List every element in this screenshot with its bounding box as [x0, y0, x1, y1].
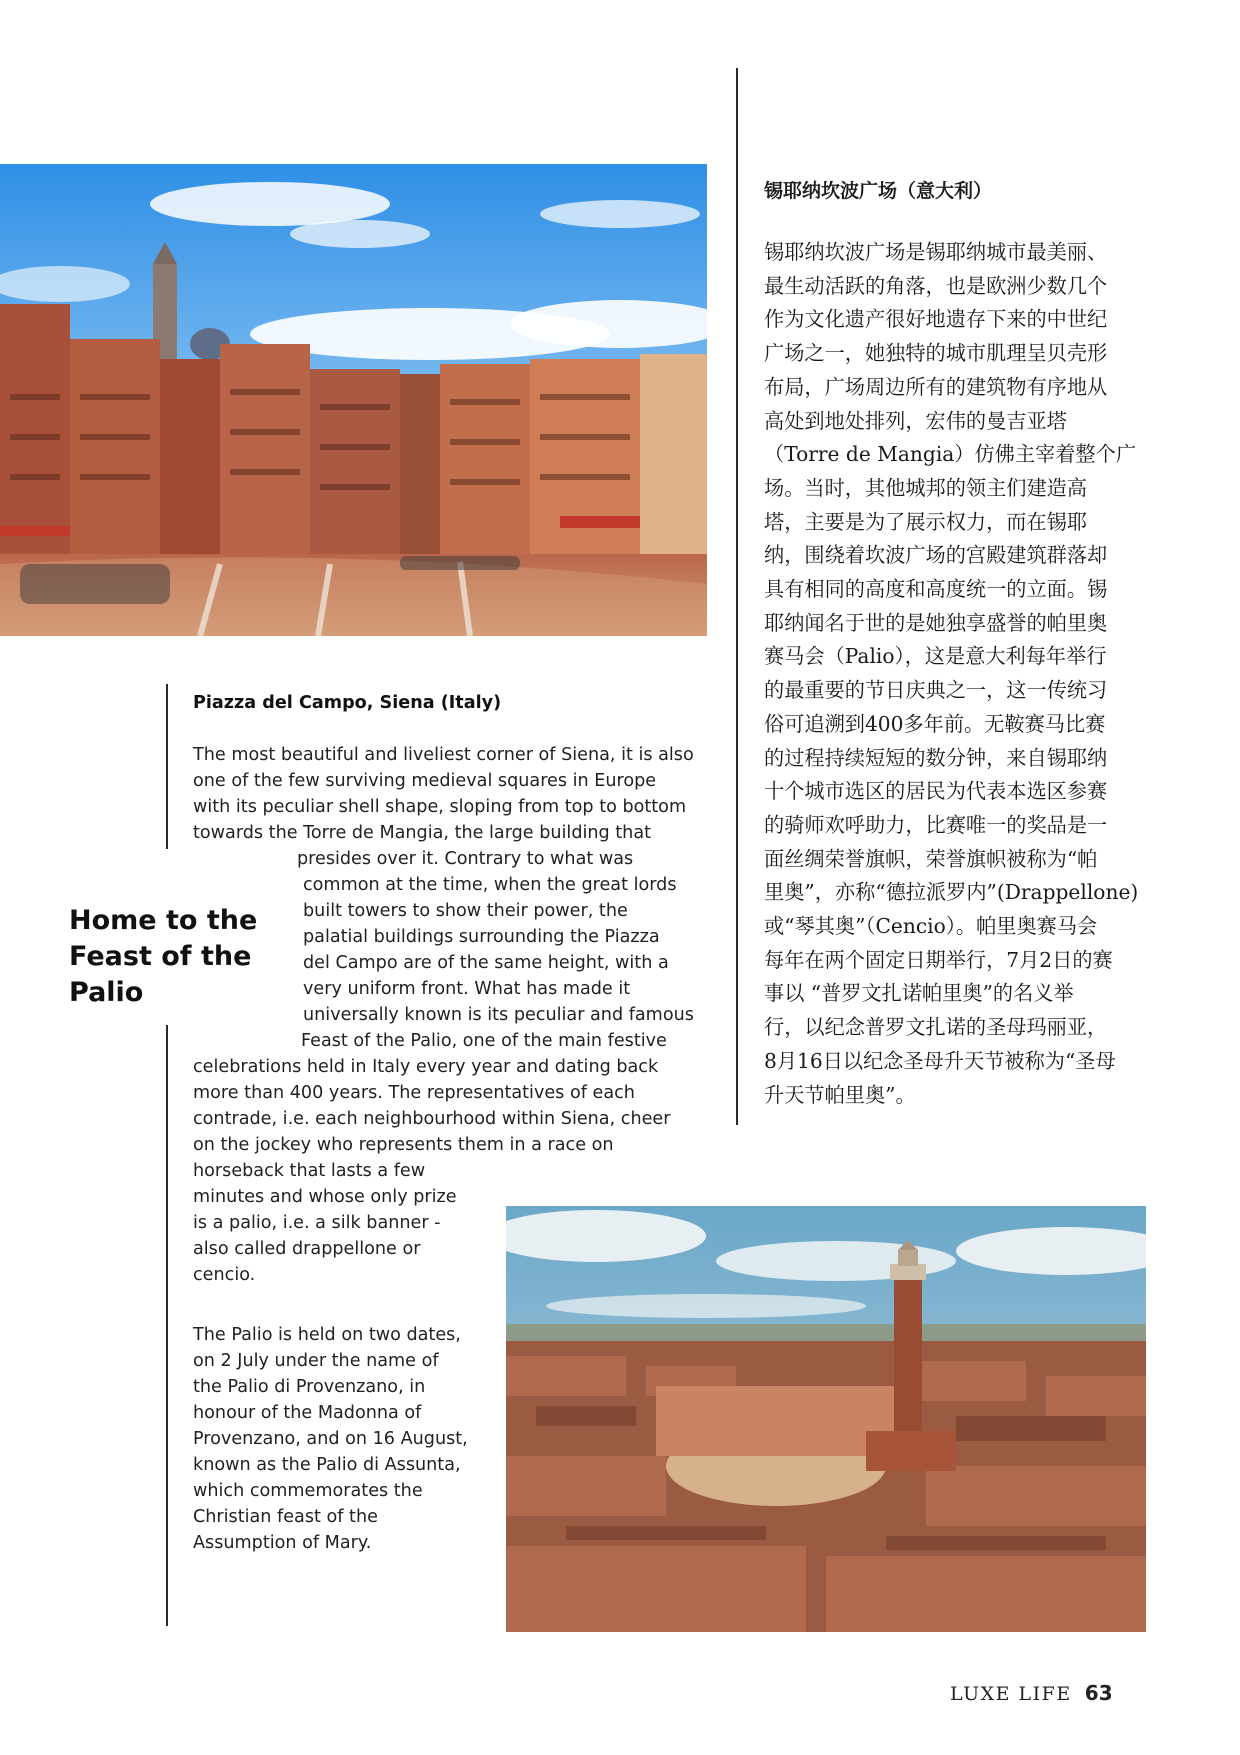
chinese-body-line: 纳，围绕着坎波广场的宫殿建筑群落却 [764, 543, 1108, 568]
paragraph-line: The Palio is held on two dates, [193, 1325, 461, 1345]
paragraph-line: on the jockey who represents them in a race on [193, 1135, 614, 1155]
chinese-body-line: 每年在两个固定日期举行，7月2日的赛 [764, 947, 1113, 972]
chinese-body-line: 的过程持续短短的数分钟，来自锡耶纳 [764, 745, 1108, 770]
chinese-body-line: 俗可追溯到400多年前。无鞍赛马比赛 [764, 711, 1106, 736]
magazine-name: LUXE LIFE [950, 1683, 1072, 1705]
page-footer [950, 1681, 1113, 1705]
paragraph-line: Provenzano, and on 16 August, [193, 1429, 468, 1449]
paragraph-line: on 2 July under the name of [193, 1351, 439, 1371]
paragraph-line: presides over it. Contrary to what was [297, 849, 634, 869]
chinese-body-line: 高处到地处排列，宏伟的曼吉亚塔 [764, 408, 1067, 433]
chinese-body-line: 行，以纪念普罗文扎诺的圣母玛丽亚， [764, 1015, 1108, 1040]
paragraph-line: del Campo are of the same height, with a [303, 953, 669, 973]
paragraph-line: with its peculiar shell shape, sloping from top to bottom [193, 797, 687, 817]
chinese-body-line: 布局，广场周边所有的建筑物有序地从 [764, 374, 1108, 399]
paragraph-line: horseback that lasts a few [193, 1161, 426, 1181]
paragraph-line: celebrations held in Italy every year and dating back [193, 1057, 659, 1077]
piazza-del-campo-photo [0, 164, 707, 636]
chinese-body-line: 锡耶纳坎波广场是锡耶纳城市最美丽、 [764, 240, 1108, 264]
chinese-body-line: 最生动活跃的角落，也是欧洲少数几个 [764, 273, 1108, 298]
side-title-line: Feast of the [69, 941, 252, 972]
paragraph-line: universally known is its peculiar and famous [303, 1005, 694, 1025]
english-heading: Piazza del Campo, Siena (Italy) [193, 693, 502, 713]
paragraph-line: Assumption of Mary. [193, 1533, 372, 1553]
chinese-body-line: 升天节帕里奥”。 [764, 1082, 916, 1107]
column-divider [736, 68, 738, 1125]
chinese-body-line: 耶纳闻名于世的是她独享盛誉的帕里奥 [764, 610, 1108, 635]
paragraph-line: also called drappellone or [193, 1239, 421, 1259]
chinese-body-line: 8月16日以纪念圣母升天节被称为“圣母 [764, 1048, 1116, 1073]
paragraph-line: known as the Palio di Assunta, [193, 1455, 461, 1475]
chinese-body-line: 或“琴其奥”（Cencio）。帕里奥赛马会 [764, 914, 1098, 939]
side-title-line: Palio [69, 977, 144, 1008]
chinese-body-line: 事以 “普罗文扎诺帕里奥”的名义举 [764, 981, 1074, 1006]
paragraph-line: is a palio, i.e. a silk banner - [193, 1213, 441, 1233]
chinese-body-line: 具有相同的高度和高度统一的立面。锡 [764, 577, 1108, 602]
paragraph-line: towards the Torre de Mangia, the large building that [193, 823, 652, 843]
chinese-body-line: 的最重要的节日庆典之一，这一传统习 [764, 678, 1108, 703]
chinese-body-line: 广场之一，她独特的城市肌理呈贝壳形 [764, 341, 1108, 366]
chinese-body-line: 里奥”，亦称“德拉派罗内”(Drappellone) [764, 880, 1139, 905]
chinese-body-line: 场。当时，其他城邦的领主们建造高 [764, 475, 1088, 500]
chinese-body-line: 作为文化遗产很好地遗存下来的中世纪 [764, 307, 1108, 332]
chinese-body-line: 面丝绸荣誉旗帜，荣誉旗帜被称为“帕 [764, 846, 1098, 871]
chinese-body [764, 236, 1144, 1112]
paragraph-line: honour of the Madonna of [193, 1403, 422, 1423]
paragraph-line: common at the time, when the great lords [303, 875, 677, 895]
side-title-line: Home to the [69, 905, 258, 936]
page-number: 63 [1084, 1681, 1113, 1705]
chinese-body-line: （Torre de Mangia）仿佛主宰着整个广 [764, 442, 1137, 467]
paragraph-line: the Palio di Provenzano, in [193, 1377, 426, 1397]
chinese-body-line: 塔，主要是为了展示权力，而在锡耶 [764, 509, 1088, 534]
paragraph-line: Feast of the Palio, one of the main festive [301, 1031, 667, 1051]
chinese-body-line: 赛马会（Palio），这是意大利每年举行 [764, 644, 1107, 669]
chinese-heading: 锡耶纳坎波广场（意大利） [764, 180, 993, 202]
side-title [69, 903, 269, 1011]
paragraph-line: palatial buildings surrounding the Piazza [303, 927, 660, 947]
paragraph-line: Christian feast of the [193, 1507, 378, 1527]
left-rule-lower [166, 1025, 168, 1626]
paragraph-line: The most beautiful and liveliest corner of Siena, it is also [193, 745, 694, 765]
paragraph-line: minutes and whose only prize [193, 1187, 457, 1207]
paragraph-line: contrade, i.e. each neighbourhood within Siena, cheer [193, 1109, 671, 1129]
chinese-body-line: 的骑师欢呼助力，比赛唯一的奖品是一 [764, 812, 1108, 837]
paragraph-line: very uniform front. What has made it [303, 979, 631, 999]
paragraph-line: which commemorates the [193, 1481, 423, 1501]
siena-aerial-photo [506, 1206, 1146, 1632]
chinese-body-line: 十个城市选区的居民为代表本选区参赛 [764, 779, 1108, 804]
left-rule-upper [166, 684, 168, 849]
paragraph-line: more than 400 years. The representatives of each [193, 1083, 635, 1103]
paragraph-line: cencio. [193, 1265, 256, 1285]
paragraph-line: built towers to show their power, the [303, 901, 628, 921]
paragraph-line: one of the few surviving medieval squares in Europe [193, 771, 657, 791]
